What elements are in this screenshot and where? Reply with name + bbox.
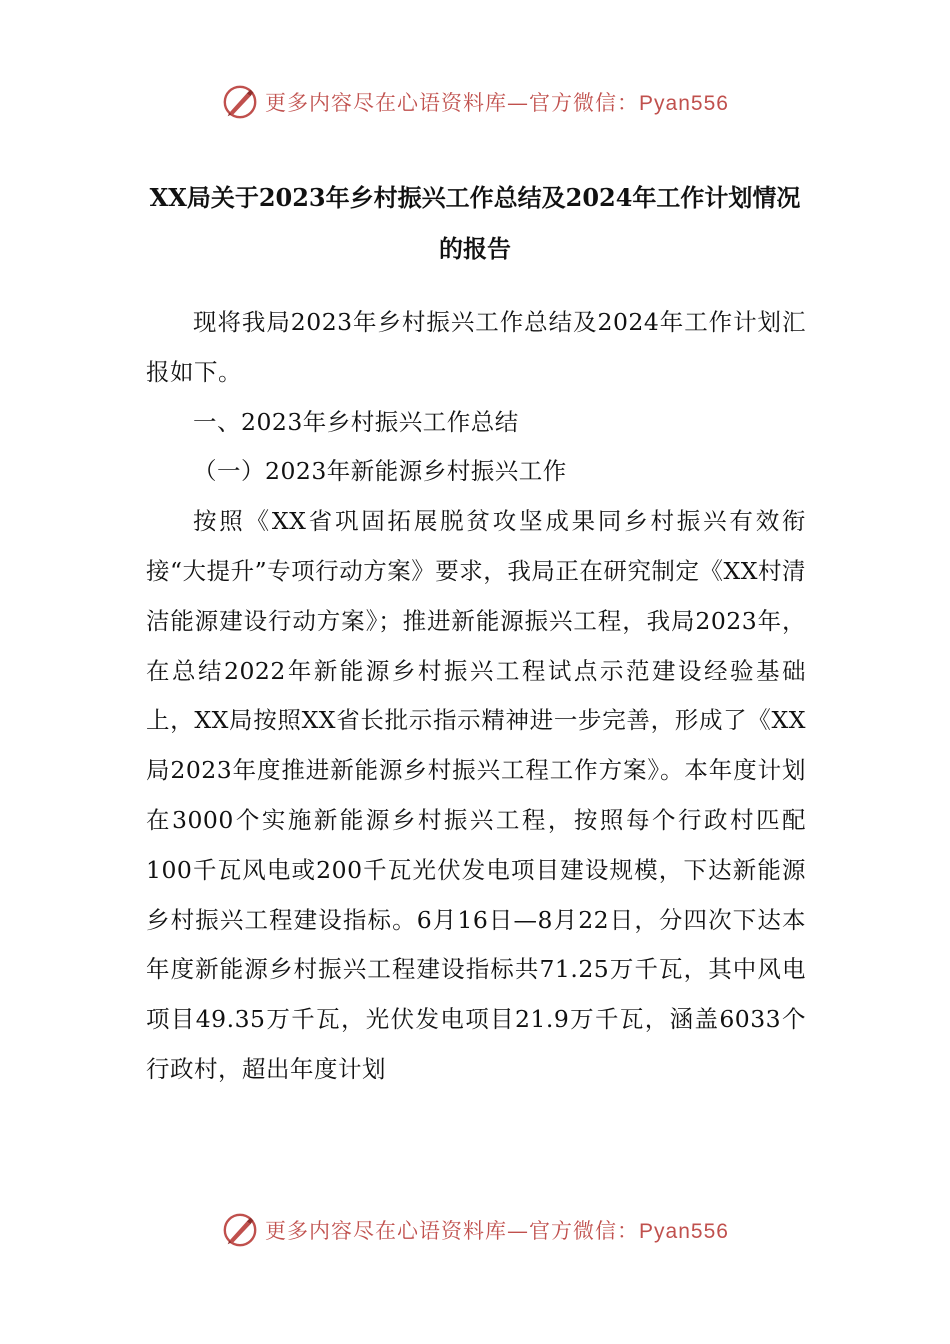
footer-watermark [0, 1210, 950, 1250]
watermark-wechat-id: Pyan556 [639, 92, 729, 115]
watermark-label: 更多内容尽在心语资料库—官方微信： [265, 1219, 640, 1243]
watermark-text [265, 1215, 729, 1245]
watermark-text [265, 87, 729, 117]
heading-section-1: 一、2023年乡村振兴工作总结 [193, 407, 519, 436]
paragraph-intro: 现将我局2023年乡村振兴工作总结及2024年工作计划汇报如下。 [146, 308, 806, 386]
document-title: XX局关于2023年乡村振兴工作总结及2024年工作计划情况的报告 [149, 183, 801, 263]
watermark-label: 更多内容尽在心语资料库—官方微信： [265, 91, 640, 115]
pen-logo-icon [221, 83, 259, 121]
header-watermark [0, 82, 950, 122]
document-body [146, 298, 806, 1095]
paragraph-body: 按照《XX省巩固拓展脱贫攻坚成果同乡村振兴有效衔接“大提升”专项行动方案》要求，我局正在研究制定《XX村清洁能源建设行动方案》；推进新能源振兴工程，我局2023年，在总结2022年新能源乡村振兴工程试点示范建设经验基础上，XX局按照XX省长批示指示精神进一步完善，形成了《XX局2023年度推进新能源乡村振兴工程工作方案》。本年度计划在3000个实施新能源乡村振兴工程，按照每个行政村匹配100千瓦风电或200千瓦光伏发电项目建设规模，下达新能源乡村振兴工程建设指标。6月16日—8月22日，分四次下达本年度新能源乡村振兴工程建设指标共71.25万千瓦，其中风电项目49.35万千瓦，光伏发电项目21.9万千瓦，涵盖6033个行政村，超出年度计划 [146, 507, 806, 1083]
heading-subsection-1: （一）2023年新能源乡村振兴工作 [193, 457, 567, 486]
pen-logo-icon [221, 1211, 259, 1249]
watermark-wechat-id: Pyan556 [639, 1220, 729, 1243]
